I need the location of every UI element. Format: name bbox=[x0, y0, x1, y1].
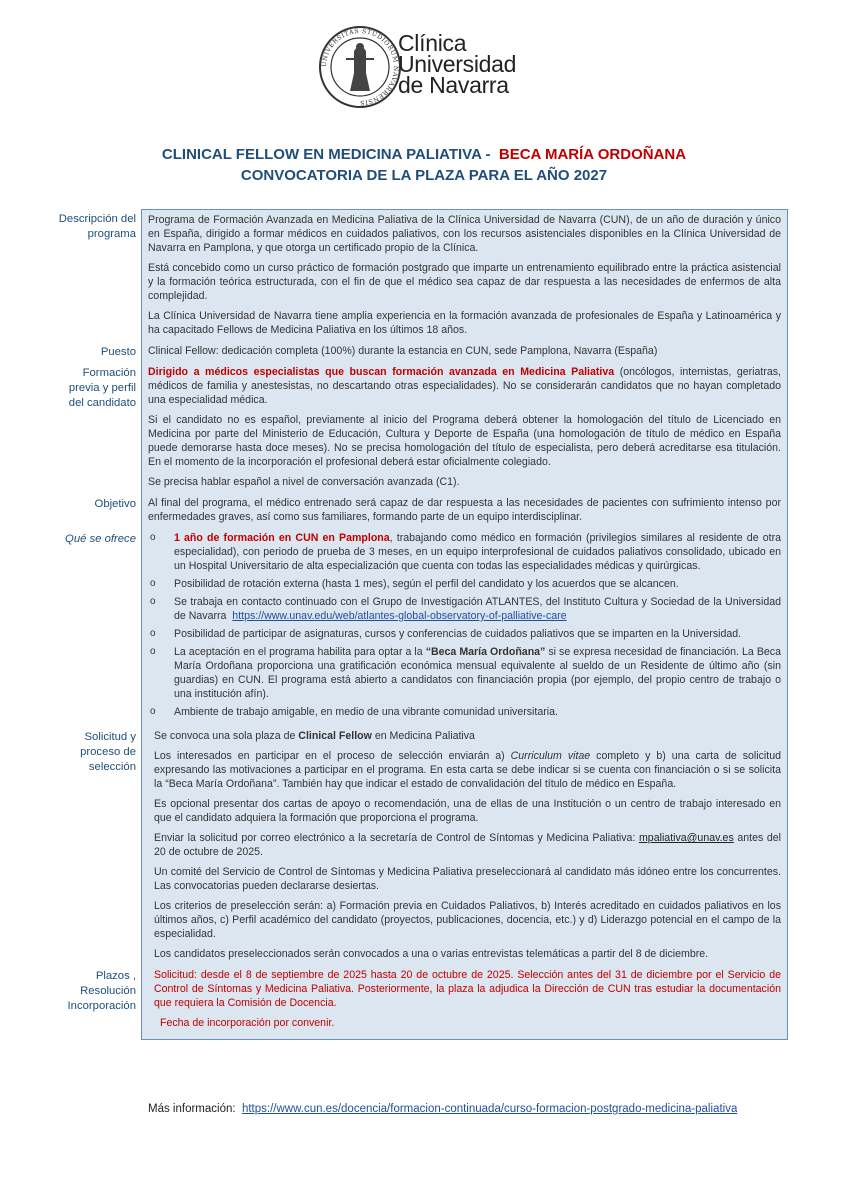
offer-list bbox=[148, 531, 781, 719]
program-table bbox=[56, 209, 788, 1040]
seal-lettering: UNIVERSITAS STUDIORUM NAVARRENSIS bbox=[320, 27, 400, 107]
list-item: o Posibilidad de rotación externa (hasta 1 mes), según el perfil del candidato y los acuerdos que se alcancen. bbox=[148, 577, 781, 591]
plazos-p2: Fecha de incorporación por convenir. bbox=[160, 1017, 335, 1029]
solicitud-p1-b: en Medicina Paliativa bbox=[371, 730, 475, 742]
puesto-text: Clinical Fellow: dedicación completa (100%) durante la estancia en CUN, sede Pamplona, Navarra (España) bbox=[148, 345, 658, 357]
row-puesto bbox=[56, 342, 788, 363]
label-puesto: Puesto bbox=[100, 346, 136, 358]
descripcion-p2: Está concebido como un curso práctico de formación postgrado que imparte un entrenamiento equilibrado entre la práctica asistencial y la formación teórica estructurada, con el fin de que el médico sea capaz de dar respuesta a las necesidades de enfermos de alta complejidad. bbox=[148, 262, 781, 302]
offer-5-b: si se expresa necesidad de financiación. La Beca María Ordoñana proporciona una gratificación económica mensual equivalente al sueldo de un Residente de último año (sin guardias) en CUN. El programa está abierto a candidatos con financiación propia (por ejemplo, del propio centro de trabajo o una institución afín). bbox=[174, 646, 781, 700]
cell-plazos bbox=[141, 966, 788, 1040]
label-ofrece: Qué se ofrece bbox=[65, 533, 136, 545]
plazos-p1: Solicitud: desde el 8 de septiembre de 2025 hasta 20 de octubre de 2025. Selección antes del 31 de diciembre por el Servicio de Control de Síntomas y Medicina Paliativa. Posteriormente, la plaza la adjudica la Dirección de CUN tras estudiar la documentación que requiera la Comisión de Docencia. bbox=[154, 969, 781, 1009]
title-line-2: CONVOCATORIA DE LA PLAZA PARA EL AÑO 2027 bbox=[240, 167, 608, 184]
row-solicitud bbox=[56, 727, 788, 966]
logo-line-1: Clínica bbox=[398, 30, 467, 56]
list-item: o Posibilidad de participar de asignaturas, cursos y conferencias de cuidados paliativos que se imparten en la Universidad. bbox=[148, 627, 781, 641]
logo-line-2: Universidad bbox=[398, 51, 517, 77]
solicitud-p7: Los candidatos preseleccionados serán convocados a una o varias entrevistas telemáticas a partir del 8 de diciembre. bbox=[154, 948, 709, 960]
email-link[interactable]: mpaliativa@unav.es bbox=[638, 832, 734, 844]
logo-line-3: de Navarra bbox=[398, 72, 509, 98]
atlantes-link[interactable]: https://www.unav.edu/web/atlantes-global-observatory-of-palliative-care bbox=[232, 610, 567, 622]
offer-5-bold: “Beca María Ordoñana” bbox=[425, 646, 546, 658]
clinic-name bbox=[398, 30, 517, 98]
solicitud-p1-a: Se convoca una sola plaza de bbox=[154, 730, 299, 742]
row-ofrece bbox=[56, 529, 788, 727]
title-scholarship: BECA MARÍA ORDOÑANA bbox=[498, 146, 687, 163]
solicitud-p4-b: antes del 20 de octubre de 2025. bbox=[154, 832, 781, 858]
list-item bbox=[148, 595, 781, 623]
descripcion-p1: Programa de Formación Avanzada en Medicina Paliativa de la Clínica Universidad de Navarra (CUN), de un año de duración y único en España, dirigido a formar médicos en cuidados paliativos, con los recursos asistenciales disponibles en la Clínica Universidad de Navarra en Pamplona, y que otorga un certificado propio de la Clínica. bbox=[148, 214, 781, 254]
cell-formacion bbox=[141, 363, 788, 494]
offer-3-text: Se trabaja en contacto continuado con el Grupo de Investigación ATLANTES, del Instituto Cultura y Sociedad de la Universidad de Navarra bbox=[174, 596, 781, 622]
formacion-highlight: Dirigido a médicos especialistas que buscan formación avanzada en Medicina Paliativa bbox=[148, 366, 615, 378]
label-objetivo: Objetivo bbox=[94, 498, 136, 510]
clinic-logo bbox=[318, 25, 518, 110]
row-plazos bbox=[56, 966, 788, 1040]
objetivo-text: Al final del programa, el médico entrenado será capaz de dar respuesta a las necesidades de pacientes con sufrimiento intenso por enfermedades graves, así como sus familiares, formando parte de un equipo interdisciplinar. bbox=[148, 497, 781, 523]
label-plazos: Plazos , Resolución Incorporación bbox=[67, 970, 136, 1012]
solicitud-p1 bbox=[154, 729, 781, 743]
title-program: CLINICAL FELLOW EN MEDICINA PALIATIVA - bbox=[161, 146, 491, 163]
list-item bbox=[148, 645, 781, 701]
row-formacion bbox=[56, 363, 788, 494]
formacion-p1 bbox=[148, 365, 781, 407]
solicitud-p4 bbox=[154, 831, 781, 859]
more-info-label: Más información: bbox=[148, 1103, 236, 1115]
solicitud-p6: Los criterios de preselección serán: a) Formación previa en Cuidados Paliativos, b) Interés acreditado en cuidados paliativos en los últimos años, c) Perfil académico del candidato (proyectos, publicaciones, docencia, etc.) y d) Liderazgo potencial en el campo de la especialidad. bbox=[154, 900, 781, 940]
more-info bbox=[148, 1103, 737, 1115]
descripcion-p3: La Clínica Universidad de Navarra tiene amplia experiencia en la formación avanzada de profesionales de España y Latinoamérica y ha capacitado Fellows de Medicina Paliativa en los últimos 18 años. bbox=[148, 310, 781, 336]
solicitud-p2-italic: Curriculum vitae bbox=[510, 750, 591, 762]
cell-puesto bbox=[141, 342, 788, 363]
solicitud-p4-a: Enviar la solicitud por correo electrónico a la secretaría de Control de Síntomas y Medicina Paliativa: bbox=[154, 832, 639, 844]
solicitud-p2-b: completo y b) una carta de solicitud expresando las motivaciones a participar en el programa. En esta carta se debe indicar si se cuenta con financiación o si se solicita la “Beca María Ordoñana”. También hay que indicar el estado de convalidación del título de médico en España. bbox=[154, 750, 781, 790]
offer-1-highlight: 1 año de formación en CUN en Pamplona bbox=[174, 532, 390, 544]
solicitud-p2 bbox=[154, 749, 781, 791]
label-formacion: Formación previa y perfil del candidato bbox=[68, 367, 136, 409]
list-item: o Ambiente de trabajo amigable, en medio de una vibrante comunidad universitaria. bbox=[148, 705, 781, 719]
formacion-p3: Se precisa hablar español a nivel de conversación avanzada (C1). bbox=[148, 476, 460, 488]
row-descripcion bbox=[56, 209, 788, 342]
label-descripcion: Descripción del programa bbox=[58, 213, 136, 240]
solicitud-p3: Es opcional presentar dos cartas de apoyo o recomendación, una de ellas de una Institución o un centro de trabajo interesado en que el candidato adquiera la formación que proporciona el programa. bbox=[154, 798, 781, 824]
solicitud-p5: Un comité del Servicio de Control de Síntomas y Medicina Paliativa preseleccionará al candidato más idóneo entre los concurrentes. Las convocatorias pueden declararse desiertas. bbox=[154, 866, 781, 892]
more-info-link[interactable]: https://www.cun.es/docencia/formacion-continuada/curso-formacion-postgrado-medicina-paliativa bbox=[241, 1103, 738, 1115]
list-item bbox=[148, 531, 781, 573]
solicitud-p2-a: Los interesados en participar en el proceso de selección enviarán a) bbox=[154, 750, 511, 762]
row-objetivo bbox=[56, 494, 788, 529]
solicitud-p1-bold: Clinical Fellow bbox=[298, 730, 372, 742]
cell-solicitud bbox=[141, 727, 788, 966]
formacion-p2: Si el candidato no es español, previamente al inicio del Programa deberá obtener la homologación del título de Licenciado en Medicina por parte del Ministerio de Educación, Cultura y Deporte de España (una homologación de título de médico en España puede demorarse hasta doce meses). No se precisa homologación del título de especialista, pero deberá acreditarse esa titulación. En el momento de la incorporación el profesional deberá estar oficialmente colegiado. bbox=[148, 414, 781, 468]
cell-objetivo bbox=[141, 494, 788, 529]
offer-5-a: La aceptación en el programa habilita para optar a la bbox=[174, 646, 426, 658]
cell-descripcion bbox=[141, 209, 788, 342]
formacion-p1-rest: (oncólogos, internistas, geriatras, médicos de familia y anestesistas, no descartando otras especialidades). No se considerarán candidatos que no hayan completado una especialidad médica. bbox=[148, 366, 782, 406]
offer-1-rest: , trabajando como médico en formación (privilegios similares al residente de otra especialidad), con periodo de prueba de 3 meses, en un equipo interprofesional de cuidados paliativos consolidado, ubicado en un Hospital Universitario de alta especialización que cuenta con todas las especialidades médicas y quirúrgicas. bbox=[174, 532, 781, 572]
label-solicitud: Solicitud y proceso de selección bbox=[80, 731, 136, 773]
cell-ofrece bbox=[141, 529, 788, 727]
title-line-1 bbox=[0, 146, 848, 163]
university-seal-icon bbox=[318, 25, 402, 109]
